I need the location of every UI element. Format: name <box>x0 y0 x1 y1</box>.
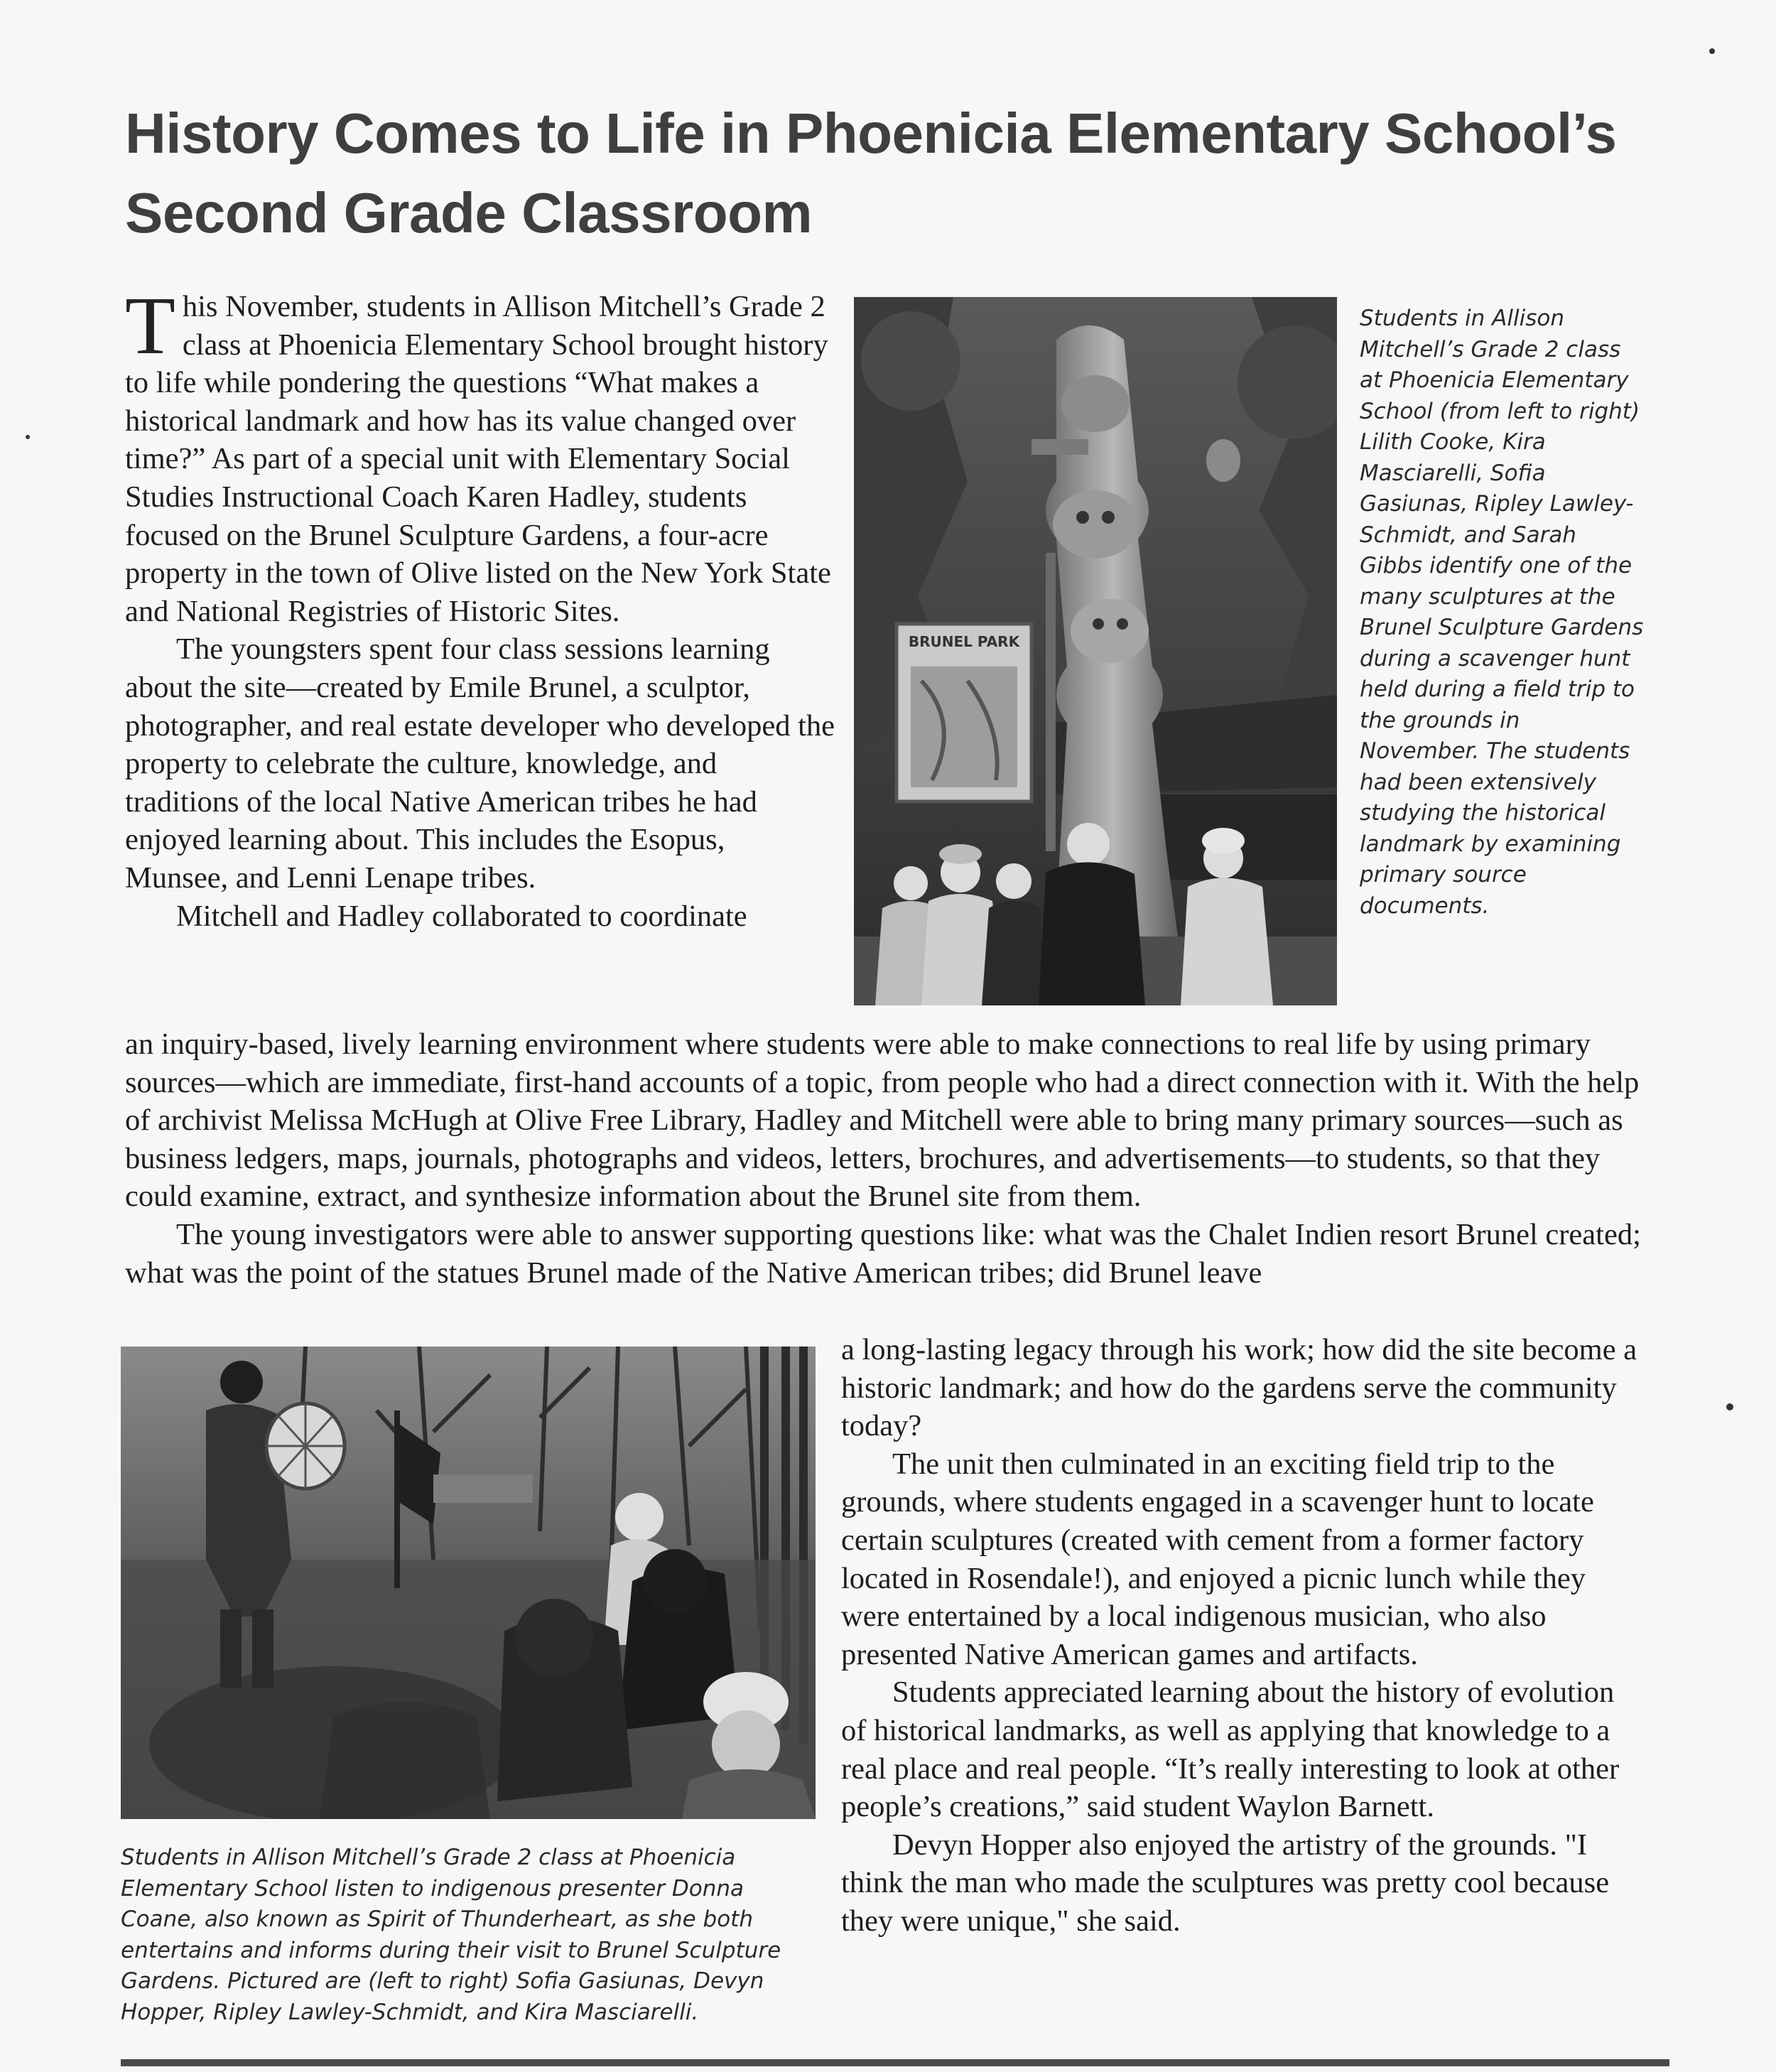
scan-speck <box>1726 1403 1733 1410</box>
caption-top-photo: Students in Allison Mitchell’s Grade 2 class at Phoenicia Elementary School (from left to right) Lilith Cooke, Kira Masciarelli, Sofia Gasiunas, Ripley Lawley-Schmidt, and Sarah Gibbs identify one of the many sculptures at the Brunel Sculpture Gardens during a scavenger hunt held during a field trip to the grounds in November. The students had been extensively studying the historical landmark by examining primary source documents. <box>1360 306 1644 919</box>
article-headline: History Comes to Life in Phoenicia Elementary School’s Second Grade Classroom <box>125 102 1617 244</box>
article-column-lower-right <box>841 1331 1644 1941</box>
paragraph-questions-rest: a long-lasting legacy through his work; how did the site become a historic landmark; and how do the gardens serve the community today? <box>841 1333 1637 1443</box>
paragraph-student-quote-hopper: Devyn Hopper also enjoyed the artistry of the grounds. "I think the man who made the sculptures was pretty cool because they were unique," she said. <box>841 1828 1610 1938</box>
paragraph-collaboration-rest: an inquiry-based, lively learning environment where students were able to make connections to real life by using primary sources—which are immediate, first-hand accounts of a topic, from people who had a direct connection with it. With the help of archivist Melissa McHugh at Olive Free Library, Hadley and Mitchell were able to bring many primary sources—such as business ledgers, maps, journals, photographs and videos, letters, brochures, and advertisements—to students, so that they could examine, extract, and synthesize information about the Brunel site from them. <box>125 1027 1640 1214</box>
bottom-rule <box>121 2059 1669 2066</box>
paragraph-collaboration-start: Mitchell and Hadley collaborated to coordinate <box>176 899 747 933</box>
paragraph-intro <box>125 281 835 630</box>
paragraph-field-trip: The unit then culminated in an exciting field trip to the grounds, where students engaged in a scavenger hunt to locate certain sculptures (created with cement from a former factory located in Rosendale!), and enjoyed a picnic lunch while they were entertained by a local indigenous musician, who also presented Native American games and artifacts. <box>841 1447 1594 1671</box>
photo-presenter-garden <box>121 1347 816 1819</box>
drop-cap: T <box>125 281 175 372</box>
photo-totem-pole-students <box>854 297 1337 1005</box>
article-column-full-width <box>125 1025 1642 1292</box>
paragraph-student-quote-barnett: Students appreciated learning about the history of evolution of historical landmarks, as well as applying that knowledge to a real place and real people. “It’s really interesting to look at other people’s creations,” said student Waylon Barnett. <box>841 1676 1620 1824</box>
photo-totem-pole-image <box>854 297 1337 1005</box>
scan-speck <box>1709 48 1715 54</box>
sign-brunel-park: BRUNEL PARK <box>908 633 1020 650</box>
paragraph-questions-start: The young investigators were able to answer supporting questions like: what was the Chalet Indien resort Brunel created; what was the point of the statues Brunel made of the Native American tribes; did Brunel leave <box>125 1217 1641 1290</box>
paragraph-site-history: The youngsters spent four class sessions learning about the site—created by Emile Brunel, a sculptor, photographer, and real estate developer who developed the property to celebrate the culture, knowledge, and traditions of the local Native American tribes he had enjoyed learning about. This includes the Esopus, Munsee, and Lenni Lenape tribes. <box>125 632 835 895</box>
scan-speck <box>26 435 30 439</box>
paragraph-intro-text: his November, students in Allison Mitchell’s Grade 2 class at Phoenicia Elementary School brought history to life while pondering the questions “What makes a historical landmark and how has its value changed over time?” As part of a special unit with Elementary Social Studies Instructional Coach Karen Hadley, students focused on the Brunel Sculpture Gardens, a four-acre property in the town of Olive listed on the New York State and National Registries of Historic Sites. <box>125 290 831 628</box>
article-column-upper-left <box>125 281 835 935</box>
caption-bottom-photo: Students in Allison Mitchell’s Grade 2 class at Phoenicia Elementary School listen to indigenous presenter Donna Coane, also known as Spirit of Thunderheart, as she both entertains and informs during their visit to Brunel Sculpture Gardens. Pictured are (left to right) Sofia Gasiunas, Devyn Hopper, Ripley Lawley-Schmidt, and Kira Masciarelli. <box>121 1845 781 2025</box>
photo-presenter-image <box>121 1347 816 1819</box>
